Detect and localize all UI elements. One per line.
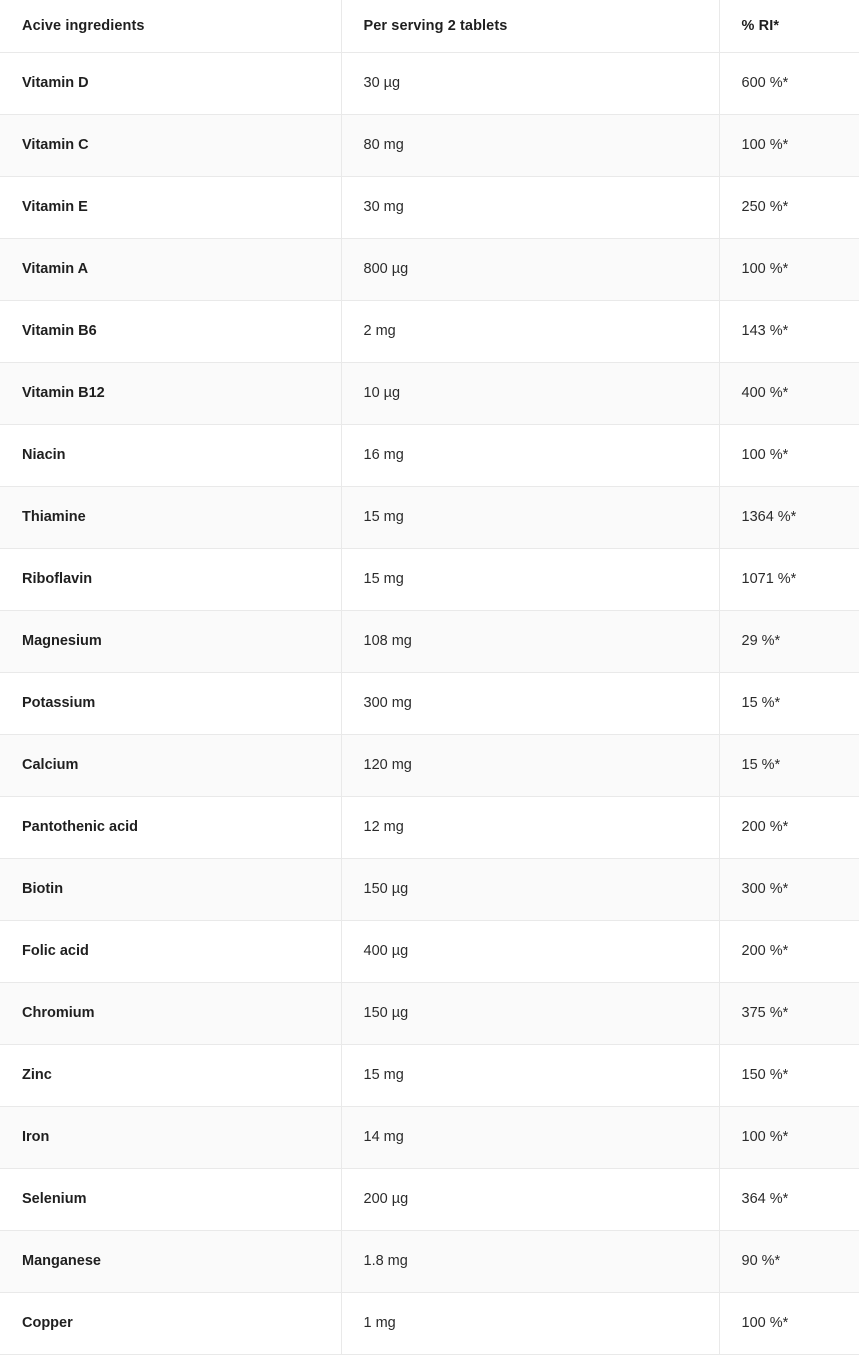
cell-per-serving: 30 mg <box>341 176 719 238</box>
cell-ri: 90 %* <box>719 1230 859 1292</box>
cell-ingredient: Vitamin D <box>0 52 341 114</box>
table-row <box>0 858 859 920</box>
table-row <box>0 424 859 486</box>
cell-ingredient: Niacin <box>0 424 341 486</box>
cell-ingredient: Copper <box>0 1292 341 1354</box>
cell-ingredient: Vitamin C <box>0 114 341 176</box>
cell-ri: 150 %* <box>719 1044 859 1106</box>
table-row <box>0 1044 859 1106</box>
cell-per-serving: 14 mg <box>341 1106 719 1168</box>
table-row <box>0 982 859 1044</box>
cell-ingredient: Thiamine <box>0 486 341 548</box>
table-row <box>0 114 859 176</box>
column-header-ingredients: Acive ingredients <box>0 0 341 52</box>
cell-ingredient: Riboflavin <box>0 548 341 610</box>
cell-per-serving: 108 mg <box>341 610 719 672</box>
table-header-row <box>0 0 859 52</box>
column-header-per-serving: Per serving 2 tablets <box>341 0 719 52</box>
cell-ri: 100 %* <box>719 1292 859 1354</box>
cell-ri: 250 %* <box>719 176 859 238</box>
cell-ri: 300 %* <box>719 858 859 920</box>
cell-per-serving: 120 mg <box>341 734 719 796</box>
cell-ingredient: Pantothenic acid <box>0 796 341 858</box>
cell-ri: 29 %* <box>719 610 859 672</box>
cell-per-serving: 30 µg <box>341 52 719 114</box>
cell-ri: 100 %* <box>719 238 859 300</box>
cell-per-serving: 400 µg <box>341 920 719 982</box>
cell-ri: 1071 %* <box>719 548 859 610</box>
cell-per-serving: 1.8 mg <box>341 1230 719 1292</box>
table-row <box>0 734 859 796</box>
table-row <box>0 548 859 610</box>
cell-ri: 15 %* <box>719 734 859 796</box>
cell-per-serving: 80 mg <box>341 114 719 176</box>
cell-per-serving: 16 mg <box>341 424 719 486</box>
cell-ri: 1364 %* <box>719 486 859 548</box>
cell-ri: 15 %* <box>719 672 859 734</box>
cell-per-serving: 150 µg <box>341 982 719 1044</box>
table-row <box>0 1292 859 1354</box>
cell-ri: 375 %* <box>719 982 859 1044</box>
table-row <box>0 610 859 672</box>
cell-per-serving: 15 mg <box>341 548 719 610</box>
table-row <box>0 176 859 238</box>
cell-ingredient: Iron <box>0 1106 341 1168</box>
cell-ingredient: Vitamin B12 <box>0 362 341 424</box>
cell-ri: 200 %* <box>719 796 859 858</box>
cell-per-serving: 12 mg <box>341 796 719 858</box>
cell-per-serving: 15 mg <box>341 486 719 548</box>
cell-ingredient: Chromium <box>0 982 341 1044</box>
cell-ingredient: Vitamin A <box>0 238 341 300</box>
cell-ingredient: Manganese <box>0 1230 341 1292</box>
cell-ri: 100 %* <box>719 424 859 486</box>
cell-ri: 143 %* <box>719 300 859 362</box>
table-row <box>0 672 859 734</box>
cell-per-serving: 1 mg <box>341 1292 719 1354</box>
table-row <box>0 486 859 548</box>
cell-per-serving: 200 µg <box>341 1168 719 1230</box>
cell-ingredient: Calcium <box>0 734 341 796</box>
cell-ingredient: Magnesium <box>0 610 341 672</box>
cell-ingredient: Zinc <box>0 1044 341 1106</box>
cell-ingredient: Folic acid <box>0 920 341 982</box>
cell-ri: 100 %* <box>719 114 859 176</box>
table-row <box>0 1230 859 1292</box>
cell-per-serving: 15 mg <box>341 1044 719 1106</box>
cell-ri: 400 %* <box>719 362 859 424</box>
table-row <box>0 52 859 114</box>
table-row <box>0 362 859 424</box>
cell-ingredient: Vitamin B6 <box>0 300 341 362</box>
cell-ri: 100 %* <box>719 1106 859 1168</box>
cell-ingredient: Biotin <box>0 858 341 920</box>
column-header-ri: % RI* <box>719 0 859 52</box>
cell-per-serving: 300 mg <box>341 672 719 734</box>
cell-ingredient: Selenium <box>0 1168 341 1230</box>
table-row <box>0 1168 859 1230</box>
cell-per-serving: 10 µg <box>341 362 719 424</box>
cell-per-serving: 800 µg <box>341 238 719 300</box>
cell-per-serving: 150 µg <box>341 858 719 920</box>
table-row <box>0 796 859 858</box>
table-row <box>0 920 859 982</box>
table-row <box>0 300 859 362</box>
cell-ri: 364 %* <box>719 1168 859 1230</box>
cell-ingredient: Vitamin E <box>0 176 341 238</box>
cell-ri: 600 %* <box>719 52 859 114</box>
table-row <box>0 238 859 300</box>
cell-per-serving: 2 mg <box>341 300 719 362</box>
table-body <box>0 52 859 1354</box>
cell-ri: 200 %* <box>719 920 859 982</box>
table-header <box>0 0 859 52</box>
table-row <box>0 1106 859 1168</box>
cell-ingredient: Potassium <box>0 672 341 734</box>
